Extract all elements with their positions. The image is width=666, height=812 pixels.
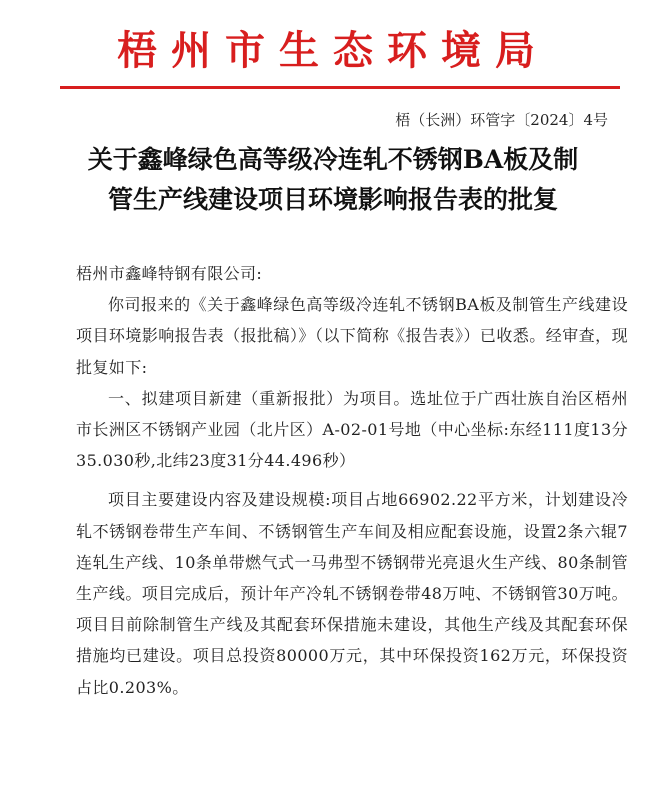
document-number: 梧（长洲）环管字〔2024〕4号	[395, 111, 608, 129]
intro-paragraph: 你司报来的《关于鑫峰绿色高等级冷连轧不锈钢BA板及制管生产线建设项目环境影响报告表（报批稿）》（以下简称《报告表》）已收悉。经审查，现批复如下:	[76, 295, 628, 377]
header-divider	[60, 86, 620, 89]
project-scope-paragraph: 项目主要建设内容及建设规模:项目占地66902.22平方米，计划建设冷轧不锈钢卷带生产车间、不锈钢管生产车间及相应配套设施，设置2条六辊7连轧生产线、10条单带燃气式一马弗型不锈钢带光亮退火生产线、80条制管生产线。项目完成后，预计年产冷轧不锈钢卷带48万吨、不锈钢管30万吨。项目目前除制管生产线及其配套环保措施未建设，其他生产线及其配套环保措施均已建设。项目总投资80000万元，其中环保投资162万元，环保投资占比0.203%。	[76, 490, 628, 697]
salutation: 梧州市鑫峰特钢有限公司:	[76, 264, 263, 283]
document-body	[76, 258, 628, 703]
section-one-paragraph: 一、拟建项目新建（重新报批）为项目。选址位于广西壮族自治区梧州市长洲区不锈钢产业园（北片区）A-02-01号地（中心坐标:东经111度13分35.030秒,北纬23度31分44.496秒）	[76, 388, 628, 471]
agency-header: 梧州市生态环境局	[117, 27, 549, 74]
document-title	[40, 140, 626, 220]
title-line-2: 管生产线建设项目环境影响报告表的批复	[107, 185, 558, 214]
title-line-1: 关于鑫峰绿色高等级冷连轧不锈钢BA板及制	[87, 145, 579, 174]
